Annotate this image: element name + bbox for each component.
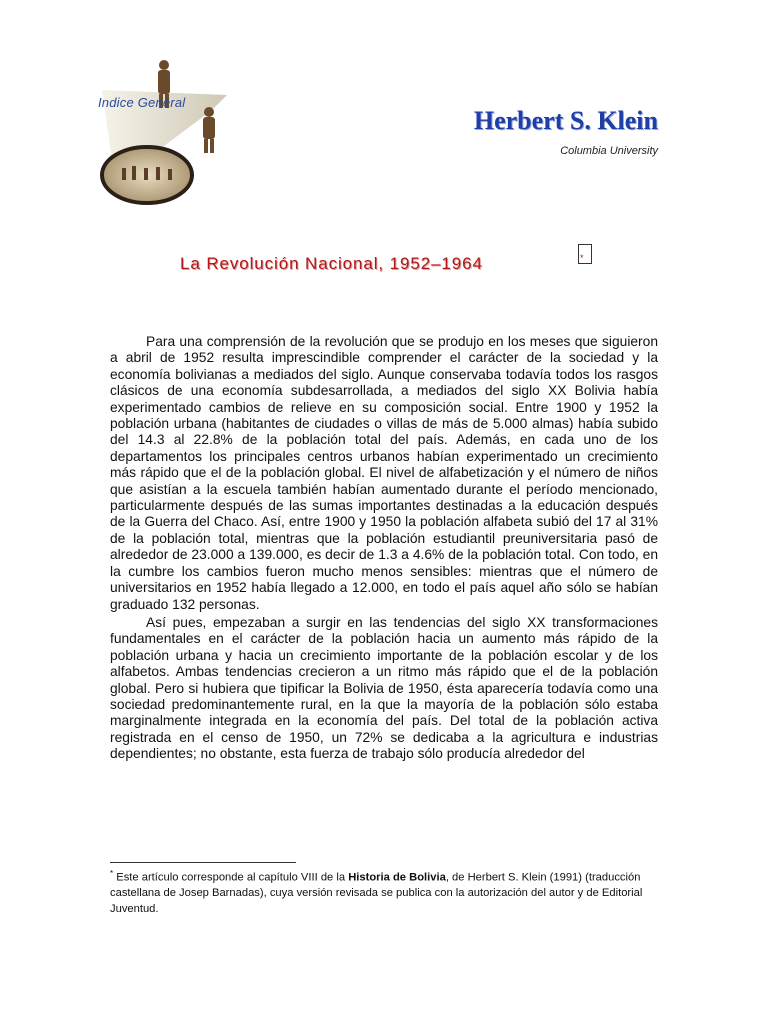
footnote-link[interactable] [578, 244, 592, 264]
paragraph: Para una comprensión de la revolución que se produjo en los meses que siguieron a abril de 1952 resulta imprescindible comprender el carácter de la sociedad y la economía bolivianas a mediados del siglo. Aunque conservaba todavía todos los rasgos clásicos de una economía subdesarrollada, a mediados del siglo XX Bolivia había experimentado cambios de relieve en su composición social. Entre 1900 y 1952 la población urbana (habitantes de ciudades o villas de más de 5.000 almas) había subido del 14.3 al 22.8% de la población total del país. Además, en cada uno de los departamentos los principales centros urbanos habían experimentado un crecimiento más rápido que el de la población global. El nivel de alfabetización y el número de niños que asistían a la escuela también habían aumentado durante el período mencionado, particularmente después de las sumas importantes destinadas a la educación después de la Guerra del Chaco. Así, entre 1900 y 1950 la población alfabeta subió del 17 al 31% de la población total, mientras que la población estudiantil preuniversitaria pasó de alrededor de 23.000 a 139.000, es decir de 1.3 a 4.6% de la población total. Con todo, en la cumbre los cambios fueron mucho menos sensibles: mientras que el número de universitarios en 1952 había llegado a 12.000, en todo el país aquel año sólo se habían graduado 132 personas. [110, 334, 658, 612]
footnote-marker: * [110, 869, 114, 878]
author-name: Herbert S. Klein [473, 106, 658, 135]
footnote-text: Este artículo corresponde al capítulo VIII de la [113, 871, 349, 884]
article-body [110, 334, 658, 763]
article-title: La Revolución Nacional, 1952–1964 [180, 254, 483, 273]
footnote-marker: * [580, 253, 584, 263]
index-logo[interactable] [92, 50, 242, 210]
logo-label: Indice General [98, 95, 186, 110]
paragraph: Así pues, empezaban a surgir en las tendencias del siglo XX transformaciones fundamentales en el carácter de la población hacia un aumento más rápido de la población urbana y hacia un crecimiento importante de la población escolar y de los alfabetos. Ambas tendencias crecieron a un ritmo más rápido que el de la población global. Pero si hubiera que tipificar la Bolivia de 1950, ésta aparecería todavía como una sociedad predominantemente rural, en la que la mayoría de la población sólo estaba marginalmente integrada en la economía del país. Del total de la población activa registrada en el censo de 1950, un 72% se dedicaba a la agricultura e industrias dependientes; no obstante, esta fuerza de trabajo sólo producía alrededor del [110, 614, 658, 762]
footnote [110, 866, 658, 917]
footnote-divider [110, 862, 296, 863]
author-affiliation: Columbia University [560, 145, 658, 157]
footnote-text: , de Herbert S. Klein (1991) (traducción castellana de Josep Barnadas), cuya versión revisada se publica con la autorización del autor y de Editorial Juventud. [110, 871, 643, 915]
footnote-book-title: Historia de Bolivia [348, 871, 446, 884]
